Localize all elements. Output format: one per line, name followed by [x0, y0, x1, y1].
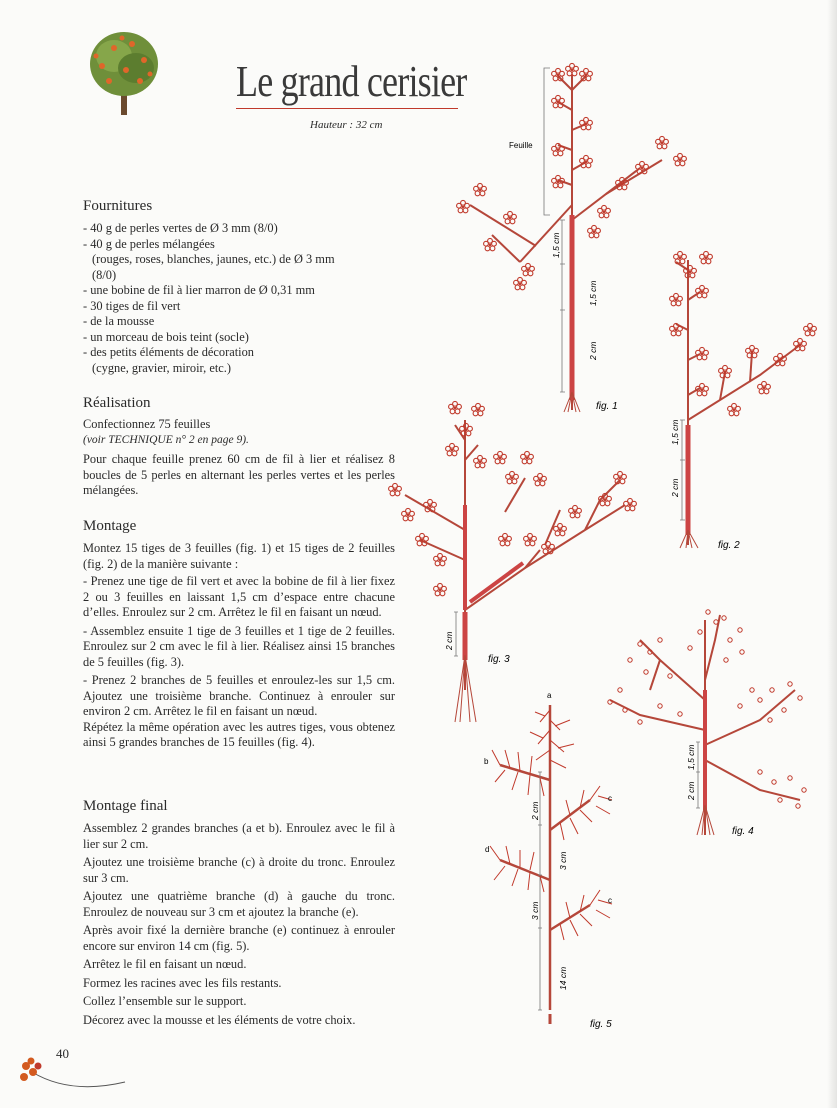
fig1-dim-1: 1,5 cm [551, 232, 561, 258]
fig3-label: fig. 3 [488, 654, 510, 665]
montage-paragraph-3: - Assemblez ensuite 1 tige de 3 feuilles et 1 tige de 2 feuilles. Enroulez sur 2 cm avec le fil à lier. Réalisez ainsi 15 branches de 5 feuilles (fig. 3). [83, 623, 395, 669]
fig5-letter-c-1: c [608, 794, 612, 803]
montage-final-paragraph-1: Assemblez 2 grandes branches (a et b). Enroulez avec le fil à lier sur 2 cm. [83, 821, 395, 851]
realisation-heading: Réalisation [83, 395, 151, 411]
fig1-label: fig. 1 [596, 401, 618, 412]
montage-paragraph-4: - Prenez 2 branches de 5 feuilles et enroulez-les sur 1,5 cm. Ajoutez une troisième branche. Continuez à enrouler sur environ 2 cm. Arrêtez le fil en faisant un nœud. [83, 673, 395, 718]
fig1-dim-3: 2 cm [588, 341, 598, 360]
list-item: (cygne, gravier, miroir, etc.) [92, 360, 232, 375]
fournitures-heading: Fournitures [83, 198, 153, 214]
realisation-paragraph: Pour chaque feuille prenez 60 cm de fil à lier et réalisez 8 boucles de 5 perles en alternant les perles vertes et les perles mélangées. [83, 452, 395, 497]
montage-final-paragraph-7: Collez l’ensemble sur le support. [83, 994, 247, 1008]
montage-paragraph-1: Montez 15 tiges de 3 feuilles (fig. 1) et 15 tiges de 2 feuilles (fig. 2) de la manière suivante : [83, 541, 395, 571]
montage-paragraph-5: Répétez la même opération avec les autres tiges, vous obtenez ainsi 5 grandes branches de 15 feuilles (fig. 4). [83, 719, 395, 749]
montage-final-paragraph-8: Décorez avec la mousse et les éléments de votre choix. [83, 1012, 356, 1027]
figure-2 [676, 260, 800, 548]
fig5-label: fig. 5 [590, 1019, 612, 1030]
montage-heading: Montage [83, 518, 137, 534]
fig4-dim-2: 2 cm [686, 781, 696, 800]
cherry-twig-ornament [20, 1058, 125, 1087]
list-item: - de la mousse [83, 314, 155, 328]
page-edge-shadow [827, 0, 837, 1108]
list-item: (rouges, roses, blanches, jaunes, etc.) de Ø 3 mm [92, 252, 335, 266]
fig5-dim-4: 14 cm [558, 966, 568, 990]
montage-final-paragraph-3: Ajoutez une quatrième branche (d) à gauche du tronc. Enroulez de nouveau sur 3 cm et ajoutez la branche (e). [83, 889, 395, 919]
fig5-dim-2: 3 cm [558, 851, 568, 870]
montage-paragraph-2: - Prenez une tige de fil vert et avec la bobine de fil à lier fixez 2 ou 3 feuilles en laissant 1,5 cm d’espace entre chacune d’elles. Enroulez sur 2 cm. Arrêtez le fil en faisant un nœud. [83, 574, 395, 619]
page-title: Le grand cerisier [236, 57, 467, 106]
fig4-label: fig. 4 [732, 826, 754, 837]
fig1-dim-2: 1,5 cm [588, 280, 598, 306]
page-number: 40 [56, 1046, 69, 1061]
figure-2-flowers [670, 251, 817, 415]
fig2-label: fig. 2 [718, 540, 740, 551]
fig1-feuille-label: Feuille [509, 141, 533, 150]
list-item: - un morceau de bois teint (socle) [83, 329, 249, 344]
fig5-letter-b: b [484, 757, 489, 766]
montage-final-paragraph-2: Ajoutez une troisième branche (c) à droite du tronc. Enroulez sur 3 cm. [83, 855, 395, 885]
fig2-dim-2: 2 cm [670, 478, 680, 497]
fig2-dim-1: 1,5 cm [670, 419, 680, 445]
page-subtitle: Hauteur : 32 cm [310, 119, 383, 131]
fig5-dim-1: 2 cm [530, 801, 540, 820]
figure-1 [470, 68, 662, 412]
montage-final-paragraph-4: Après avoir fixé la dernière branche (e) continuez à enrouler encore sur environ 14 cm (fig. 5). [83, 923, 395, 953]
fig5-dim-3: 3 cm [530, 901, 540, 920]
list-item: - 40 g de perles mélangées [83, 236, 215, 251]
fig4-dim-1: 1,5 cm [686, 744, 696, 770]
montage-final-heading: Montage final [83, 798, 168, 814]
list-item: - 40 g de perles vertes de Ø 3 mm (8/0) [83, 221, 278, 235]
montage-final-paragraph-6: Formez les racines avec les fils restants. [83, 975, 282, 990]
list-item: - une bobine de fil à lier marron de Ø 0,31 mm [83, 283, 315, 297]
list-item: - 30 tiges de fil vert [83, 298, 181, 313]
fig3-dim-1: 2 cm [444, 631, 454, 650]
figure-5 [500, 705, 590, 1024]
figure-3 [405, 420, 625, 722]
fig5-letter-c-2: c [608, 896, 612, 905]
fig5-letter-a: a [547, 691, 552, 700]
realisation-line-2: (voir TECHNIQUE n° 2 en page 9). [83, 433, 249, 446]
figure-4 [610, 615, 800, 835]
montage-final-paragraph-5: Arrêtez le fil en faisant un nœud. [83, 957, 247, 971]
realisation-line-1: Confectionnez 75 feuilles [83, 417, 211, 431]
list-item: - des petits éléments de décoration [83, 345, 255, 359]
list-item: (8/0) [92, 267, 117, 282]
fig5-letter-d: d [485, 845, 490, 854]
